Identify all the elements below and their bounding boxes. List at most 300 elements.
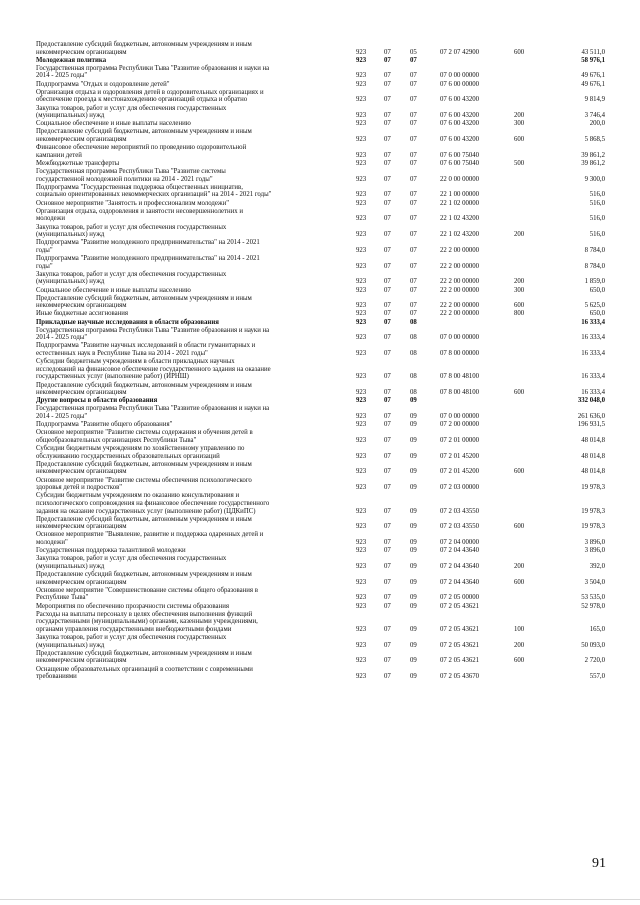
amount: 49 676,1 [581, 80, 605, 88]
row-name-line: здоровья детей и подростков" [36, 484, 123, 492]
row-name-line: Подпрограмма "Развитие молодежного предпринимательства" на 2014 - 2021 [36, 239, 260, 247]
code-ministry: 923 [356, 373, 367, 381]
code-subsection: 09 [410, 421, 417, 429]
row-name-line: естественных наук в Республике Тыва на 2014 - 2021 годы" [36, 350, 208, 358]
code-expense-type: 300 [514, 120, 525, 128]
code-expense-type: 600 [514, 48, 525, 56]
code-section: 07 [384, 547, 391, 555]
table-row [0, 603, 640, 611]
row-name [36, 587, 354, 602]
row-name-line: Предоставление субсидий бюджетным, автономным учреждениям и иным [36, 381, 252, 389]
amount: 9 814,9 [584, 96, 605, 104]
code-section: 07 [384, 539, 391, 547]
row-name [36, 634, 354, 649]
code-target: 07 2 03 43550 [440, 523, 480, 531]
code-ministry: 923 [356, 421, 367, 429]
code-section: 07 [384, 436, 391, 444]
row-name [36, 421, 354, 429]
code-subsection: 07 [410, 96, 417, 104]
table-row [0, 571, 640, 586]
row-name-line: органами управления государственными внебюджетными фондами [36, 625, 232, 633]
row-name-line: Государственная программа Республики Тыва "Развитие образования и науки на [36, 64, 270, 72]
row-name-line: некоммерческим организациям [36, 48, 127, 56]
row-name-line: Подпрограмма "Развитие научных исследований в области гуманитарных и [36, 342, 256, 350]
code-expense-type: 200 [514, 562, 525, 570]
code-section: 07 [384, 278, 391, 286]
code-target: 07 2 07 42900 [440, 48, 480, 56]
code-ministry: 923 [356, 231, 367, 239]
row-name [36, 516, 354, 531]
code-section: 07 [384, 578, 391, 586]
code-section: 07 [384, 318, 391, 326]
code-target: 07 2 01 00000 [440, 436, 480, 444]
code-target: 22 2 00 00000 [440, 262, 480, 270]
code-ministry: 923 [356, 657, 367, 665]
code-target: 07 6 00 75040 [440, 159, 480, 167]
code-ministry: 923 [356, 72, 367, 80]
code-subsection: 09 [410, 436, 417, 444]
code-subsection: 09 [410, 452, 417, 460]
code-expense-type: 600 [514, 523, 525, 531]
row-name-line: Социальное обеспечение и иные выплаты населению [36, 286, 191, 294]
row-name-line: 2014 - 2025 годы" [36, 413, 88, 421]
amount: 650,0 [589, 286, 605, 294]
code-section: 07 [384, 159, 391, 167]
amount: 3 746,4 [584, 112, 605, 120]
code-ministry: 923 [356, 334, 367, 342]
row-name-line: Подпрограмма "Развитие общего образования" [36, 421, 173, 429]
amount: 392,0 [589, 562, 605, 570]
code-target: 07 8 00 00000 [440, 350, 480, 358]
code-target: 07 2 01 45200 [440, 468, 480, 476]
row-name [36, 342, 354, 357]
row-name-line: Субсидии бюджетным учреждениям по хозяйственному управлению по [36, 445, 245, 453]
row-name-line: задания на оказание государственных услуг (выполнение работ) (ЦДКиПС) [36, 507, 256, 515]
code-ministry: 923 [356, 397, 367, 405]
code-target: 22 1 00 00000 [440, 191, 480, 199]
code-target: 07 6 00 43200 [440, 96, 480, 104]
code-section: 07 [384, 468, 391, 476]
row-name [36, 144, 354, 159]
amount: 48 014,8 [581, 436, 605, 444]
row-name-line: Расходы на выплаты персоналу в целях обеспечения выполнения функций [36, 610, 253, 618]
code-ministry: 923 [356, 436, 367, 444]
row-name [36, 295, 354, 310]
code-ministry: 923 [356, 539, 367, 547]
code-ministry: 923 [356, 191, 367, 199]
code-subsection: 08 [410, 389, 417, 397]
row-name-line: Социальное обеспечение и иные выплаты населению [36, 120, 191, 128]
code-subsection: 07 [410, 112, 417, 120]
code-subsection: 07 [410, 151, 417, 159]
row-name-line: (муниципальных) нужд [36, 562, 105, 570]
code-expense-type: 600 [514, 657, 525, 665]
row-name-line: молодежи [36, 215, 66, 223]
code-target: 22 1 02 43200 [440, 231, 480, 239]
row-name-line: некоммерческим организациям [36, 523, 127, 531]
row-name-line: Предоставление субсидий бюджетным, автономным учреждениям и иным [36, 41, 252, 48]
row-name [36, 429, 354, 444]
code-ministry: 923 [356, 262, 367, 270]
code-subsection: 09 [410, 562, 417, 570]
row-name-line: Субсидии бюджетным учреждениям в области прикладных научных [36, 358, 235, 366]
code-subsection: 07 [410, 302, 417, 310]
row-name [36, 57, 354, 65]
code-target: 07 2 05 43670 [440, 673, 480, 681]
row-name-line: психологического сопровождения на финансовое обеспечение государственного [36, 499, 270, 507]
code-subsection: 09 [410, 547, 417, 555]
table-row [0, 144, 640, 159]
code-subsection: 05 [410, 48, 417, 56]
table-row [0, 405, 640, 420]
row-name [36, 611, 354, 634]
table-row [0, 358, 640, 381]
code-expense-type: 200 [514, 278, 525, 286]
row-name-line: Закупка товаров, работ и услуг для обеспечения государственных [36, 555, 227, 563]
section-row [0, 397, 640, 405]
row-name-line: Иные бюджетные ассигнования [36, 310, 129, 318]
row-name [36, 168, 354, 183]
row-name-line: требованиями [36, 673, 77, 681]
row-name [36, 547, 354, 555]
code-section: 07 [384, 350, 391, 358]
row-name [36, 492, 354, 515]
row-name [36, 531, 354, 546]
row-name-line: Основное мероприятие "Развитие системы содержания и обучения детей в [36, 429, 253, 437]
row-name [36, 310, 354, 318]
table-row [0, 611, 640, 634]
row-name-line: государственной молодежной политики на 2014 - 2021 годы" [36, 175, 213, 183]
code-ministry: 923 [356, 48, 367, 56]
amount: 9 300,0 [584, 175, 605, 183]
row-name-line: Предоставление субсидий бюджетным, автономным учреждениям и иным [36, 515, 252, 523]
code-expense-type: 600 [514, 302, 525, 310]
row-name-line: (муниципальных) нужд [36, 278, 105, 286]
code-expense-type: 500 [514, 159, 525, 167]
code-subsection: 07 [410, 231, 417, 239]
row-name [36, 200, 354, 208]
code-subsection: 09 [410, 468, 417, 476]
row-name-line: обеспечение проезда к местонахождению организаций отдыха и обратно [36, 96, 248, 104]
row-name-line: (муниципальных) нужд [36, 231, 105, 239]
row-name-line: некоммерческим организациям [36, 136, 127, 144]
section-row [0, 319, 640, 327]
row-name [36, 358, 354, 381]
code-target: 07 2 05 43621 [440, 641, 480, 649]
row-name-line: общеобразовательных организациях Республики Тыва" [36, 436, 197, 444]
code-section: 07 [384, 112, 391, 120]
code-ministry: 923 [356, 318, 367, 326]
code-ministry: 923 [356, 452, 367, 460]
row-name-line: Предоставление субсидий бюджетным, автономным учреждениям и иным [36, 460, 252, 468]
code-ministry: 923 [356, 484, 367, 492]
code-target: 07 2 05 43621 [440, 625, 480, 633]
code-subsection: 07 [410, 278, 417, 286]
row-name-line: Основное мероприятие "Выявление, развитие и поддержка одаренных детей и [36, 531, 264, 539]
table-row [0, 547, 640, 555]
row-name [36, 555, 354, 570]
code-subsection: 09 [410, 673, 417, 681]
code-target: 07 2 04 43640 [440, 562, 480, 570]
amount: 52 978,0 [581, 602, 605, 610]
code-subsection: 07 [410, 191, 417, 199]
code-section: 07 [384, 673, 391, 681]
code-section: 07 [384, 199, 391, 207]
table-row [0, 295, 640, 310]
table-row [0, 421, 640, 429]
code-target: 07 2 05 00000 [440, 594, 480, 602]
code-ministry: 923 [356, 413, 367, 421]
row-name [36, 89, 354, 104]
code-expense-type: 200 [514, 231, 525, 239]
code-subsection: 09 [410, 641, 417, 649]
code-ministry: 923 [356, 547, 367, 555]
row-name-line: молодежи" [36, 539, 68, 547]
code-ministry: 923 [356, 578, 367, 586]
amount: 48 014,8 [581, 452, 605, 460]
code-subsection: 09 [410, 657, 417, 665]
code-section: 07 [384, 397, 391, 405]
code-section: 07 [384, 96, 391, 104]
code-ministry: 923 [356, 625, 367, 633]
code-section: 07 [384, 413, 391, 421]
code-target: 22 1 02 00000 [440, 199, 480, 207]
row-name-line: некоммерческим организациям [36, 302, 127, 310]
code-target: 07 8 00 48100 [440, 389, 480, 397]
code-ministry: 923 [356, 96, 367, 104]
row-name-line: Подпрограмма "Отдых и оздоровление детей" [36, 80, 170, 88]
row-name [36, 287, 354, 295]
table-row [0, 271, 640, 286]
code-section: 07 [384, 72, 391, 80]
row-name-line: Государственная программа Республики Тыва "Развитие образования и науки на [36, 405, 270, 413]
row-name-line: некоммерческим организациям [36, 578, 127, 586]
code-target: 22 0 00 00000 [440, 175, 480, 183]
code-target: 07 2 01 45200 [440, 452, 480, 460]
row-name-line: Межбюджетные трансферты [36, 159, 120, 167]
row-name-line: Государственная поддержка талантливой молодежи [36, 547, 186, 555]
code-expense-type: 300 [514, 286, 525, 294]
code-section: 07 [384, 452, 391, 460]
code-ministry: 923 [356, 350, 367, 358]
code-ministry: 923 [356, 310, 367, 318]
table-row [0, 120, 640, 128]
code-target: 07 2 05 43621 [440, 657, 480, 665]
row-name-line: Основное мероприятие "Совершенствование системы общего образования в [36, 586, 258, 594]
code-subsection: 07 [410, 136, 417, 144]
row-name-line: социально ориентированных некоммерческих организаций" на 2014 - 2021 годы" [36, 191, 272, 199]
code-section: 07 [384, 215, 391, 223]
amount: 43 511,0 [581, 48, 605, 56]
code-section: 07 [384, 657, 391, 665]
code-subsection: 09 [410, 539, 417, 547]
code-section: 07 [384, 484, 391, 492]
code-expense-type: 200 [514, 112, 525, 120]
code-section: 07 [384, 191, 391, 199]
row-name-line: Организация отдыха, оздоровления и занятости несовершеннолетних и [36, 207, 243, 215]
row-name [36, 477, 354, 492]
table-row [0, 555, 640, 570]
code-ministry: 923 [356, 246, 367, 254]
row-name-line: Мероприятия по обеспечению прозрачности системы образования [36, 602, 229, 610]
code-ministry: 923 [356, 594, 367, 602]
row-name-line: Предоставление субсидий бюджетным, автономным учреждениям и иным [36, 571, 252, 579]
code-expense-type: 200 [514, 641, 525, 649]
row-name [36, 81, 354, 89]
code-section: 07 [384, 151, 391, 159]
code-target: 07 2 04 43640 [440, 547, 480, 555]
code-section: 07 [384, 231, 391, 239]
row-name [36, 128, 354, 143]
code-target: 07 0 00 00000 [440, 72, 480, 80]
row-name-line: некоммерческим организациям [36, 657, 127, 665]
row-name-line: Подпрограмма "Развитие молодежного предпринимательства" на 2014 - 2021 [36, 255, 260, 262]
row-name-line: Оснащение образовательных организаций в соответствии с современными [36, 665, 253, 673]
section-row [0, 57, 640, 65]
code-ministry: 923 [356, 136, 367, 144]
code-subsection: 07 [410, 175, 417, 183]
table-row [0, 200, 640, 208]
row-name-line: годы" [36, 262, 53, 270]
page-edge-line [0, 899, 640, 900]
table-row [0, 634, 640, 649]
amount: 261 636,0 [577, 413, 605, 421]
row-name-line: некоммерческим организациям [36, 468, 127, 476]
code-ministry: 923 [356, 389, 367, 397]
code-subsection: 08 [410, 373, 417, 381]
row-name-line: (муниципальных) нужд [36, 641, 105, 649]
code-target: 07 2 03 00000 [440, 484, 480, 492]
code-target: 07 2 03 43550 [440, 507, 480, 515]
amount: 557,0 [589, 673, 605, 681]
row-name [36, 208, 354, 223]
table-row [0, 81, 640, 89]
row-name [36, 41, 354, 56]
row-name [36, 239, 354, 254]
code-subsection: 07 [410, 72, 417, 80]
row-name [36, 255, 354, 270]
row-name [36, 397, 354, 405]
code-section: 07 [384, 286, 391, 294]
code-expense-type: 600 [514, 468, 525, 476]
code-section: 07 [384, 421, 391, 429]
code-subsection: 07 [410, 262, 417, 270]
amount: 165,0 [589, 625, 605, 633]
row-name [36, 666, 354, 681]
table-row [0, 382, 640, 397]
row-name-line: (муниципальных) нужд [36, 112, 105, 120]
code-subsection: 07 [410, 246, 417, 254]
amount: 53 535,0 [581, 594, 605, 602]
amount: 19 978,3 [581, 484, 605, 492]
code-ministry: 923 [356, 80, 367, 88]
code-section: 07 [384, 523, 391, 531]
row-name-line: Закупка товаров, работ и услуг для обеспечения государственных [36, 270, 227, 278]
code-section: 07 [384, 507, 391, 515]
row-name-line: государственных услуг (выполнение работ) (ИРНШ) [36, 373, 189, 381]
row-name-line: Другие вопросы в области образования [36, 397, 158, 405]
row-name [36, 105, 354, 120]
code-target: 07 0 00 00000 [440, 334, 480, 342]
row-name-line: Организация отдыха и оздоровления детей в оздоровительных организациях и [36, 88, 264, 96]
code-section: 07 [384, 310, 391, 318]
table-row [0, 516, 640, 531]
amount: 58 976,1 [581, 56, 605, 64]
code-subsection: 09 [410, 578, 417, 586]
row-name [36, 160, 354, 168]
code-section: 07 [384, 262, 391, 270]
row-name [36, 327, 354, 342]
row-name [36, 382, 354, 397]
code-ministry: 923 [356, 602, 367, 610]
row-name-line: Подпрограмма "Государственная поддержка общественных инициатив, [36, 183, 243, 191]
row-name-line: кампании детей [36, 151, 82, 159]
code-subsection: 09 [410, 594, 417, 602]
amount: 16 333,4 [581, 389, 605, 397]
row-name-line: обслуживанию государственных образовательных организаций [36, 452, 220, 460]
amount: 200,0 [589, 120, 605, 128]
table-row [0, 666, 640, 681]
code-ministry: 923 [356, 562, 367, 570]
row-name [36, 120, 354, 128]
code-subsection: 09 [410, 507, 417, 515]
code-ministry: 923 [356, 112, 367, 120]
row-name [36, 603, 354, 611]
amount: 516,0 [589, 191, 605, 199]
code-target: 07 8 00 48100 [440, 373, 480, 381]
code-section: 07 [384, 56, 391, 64]
table-row [0, 168, 640, 183]
row-name [36, 571, 354, 586]
row-name [36, 461, 354, 476]
row-name [36, 650, 354, 665]
amount: 2 720,0 [584, 657, 605, 665]
code-section: 07 [384, 175, 391, 183]
code-target: 22 2 00 00000 [440, 246, 480, 254]
amount: 5 868,5 [584, 136, 605, 144]
amount: 16 333,4 [581, 373, 605, 381]
amount: 8 784,0 [584, 262, 605, 270]
code-expense-type: 600 [514, 136, 525, 144]
amount: 196 931,5 [577, 421, 605, 429]
code-subsection: 08 [410, 334, 417, 342]
row-name-line: некоммерческим организациям [36, 389, 127, 397]
row-name-line: Государственная программа Республики Тыва "Развитие образования и науки на [36, 326, 270, 334]
code-section: 07 [384, 641, 391, 649]
row-name-line: Предоставление субсидий бюджетным, автономным учреждениям и иным [36, 649, 252, 657]
code-subsection: 07 [410, 80, 417, 88]
code-ministry: 923 [356, 641, 367, 649]
code-subsection: 09 [410, 602, 417, 610]
row-name-line: исследований на финансовое обеспечение государственного задания на оказание [36, 365, 271, 373]
code-section: 07 [384, 389, 391, 397]
code-subsection: 07 [410, 159, 417, 167]
amount: 50 093,0 [581, 641, 605, 649]
table-row [0, 492, 640, 515]
row-name-line: Республике Тыва" [36, 594, 89, 602]
row-name-line: Молодежная политика [36, 56, 107, 64]
table-row [0, 342, 640, 357]
code-section: 07 [384, 246, 391, 254]
table-row [0, 65, 640, 80]
amount: 516,0 [589, 215, 605, 223]
code-target: 07 6 00 00000 [440, 80, 480, 88]
row-name-line: Закупка товаров, работ и услуг для обеспечения государственных [36, 104, 227, 112]
code-ministry: 923 [356, 215, 367, 223]
code-ministry: 923 [356, 673, 367, 681]
code-section: 07 [384, 80, 391, 88]
row-name-line: Государственная программа Республики Тыва "Развитие системы [36, 168, 226, 176]
